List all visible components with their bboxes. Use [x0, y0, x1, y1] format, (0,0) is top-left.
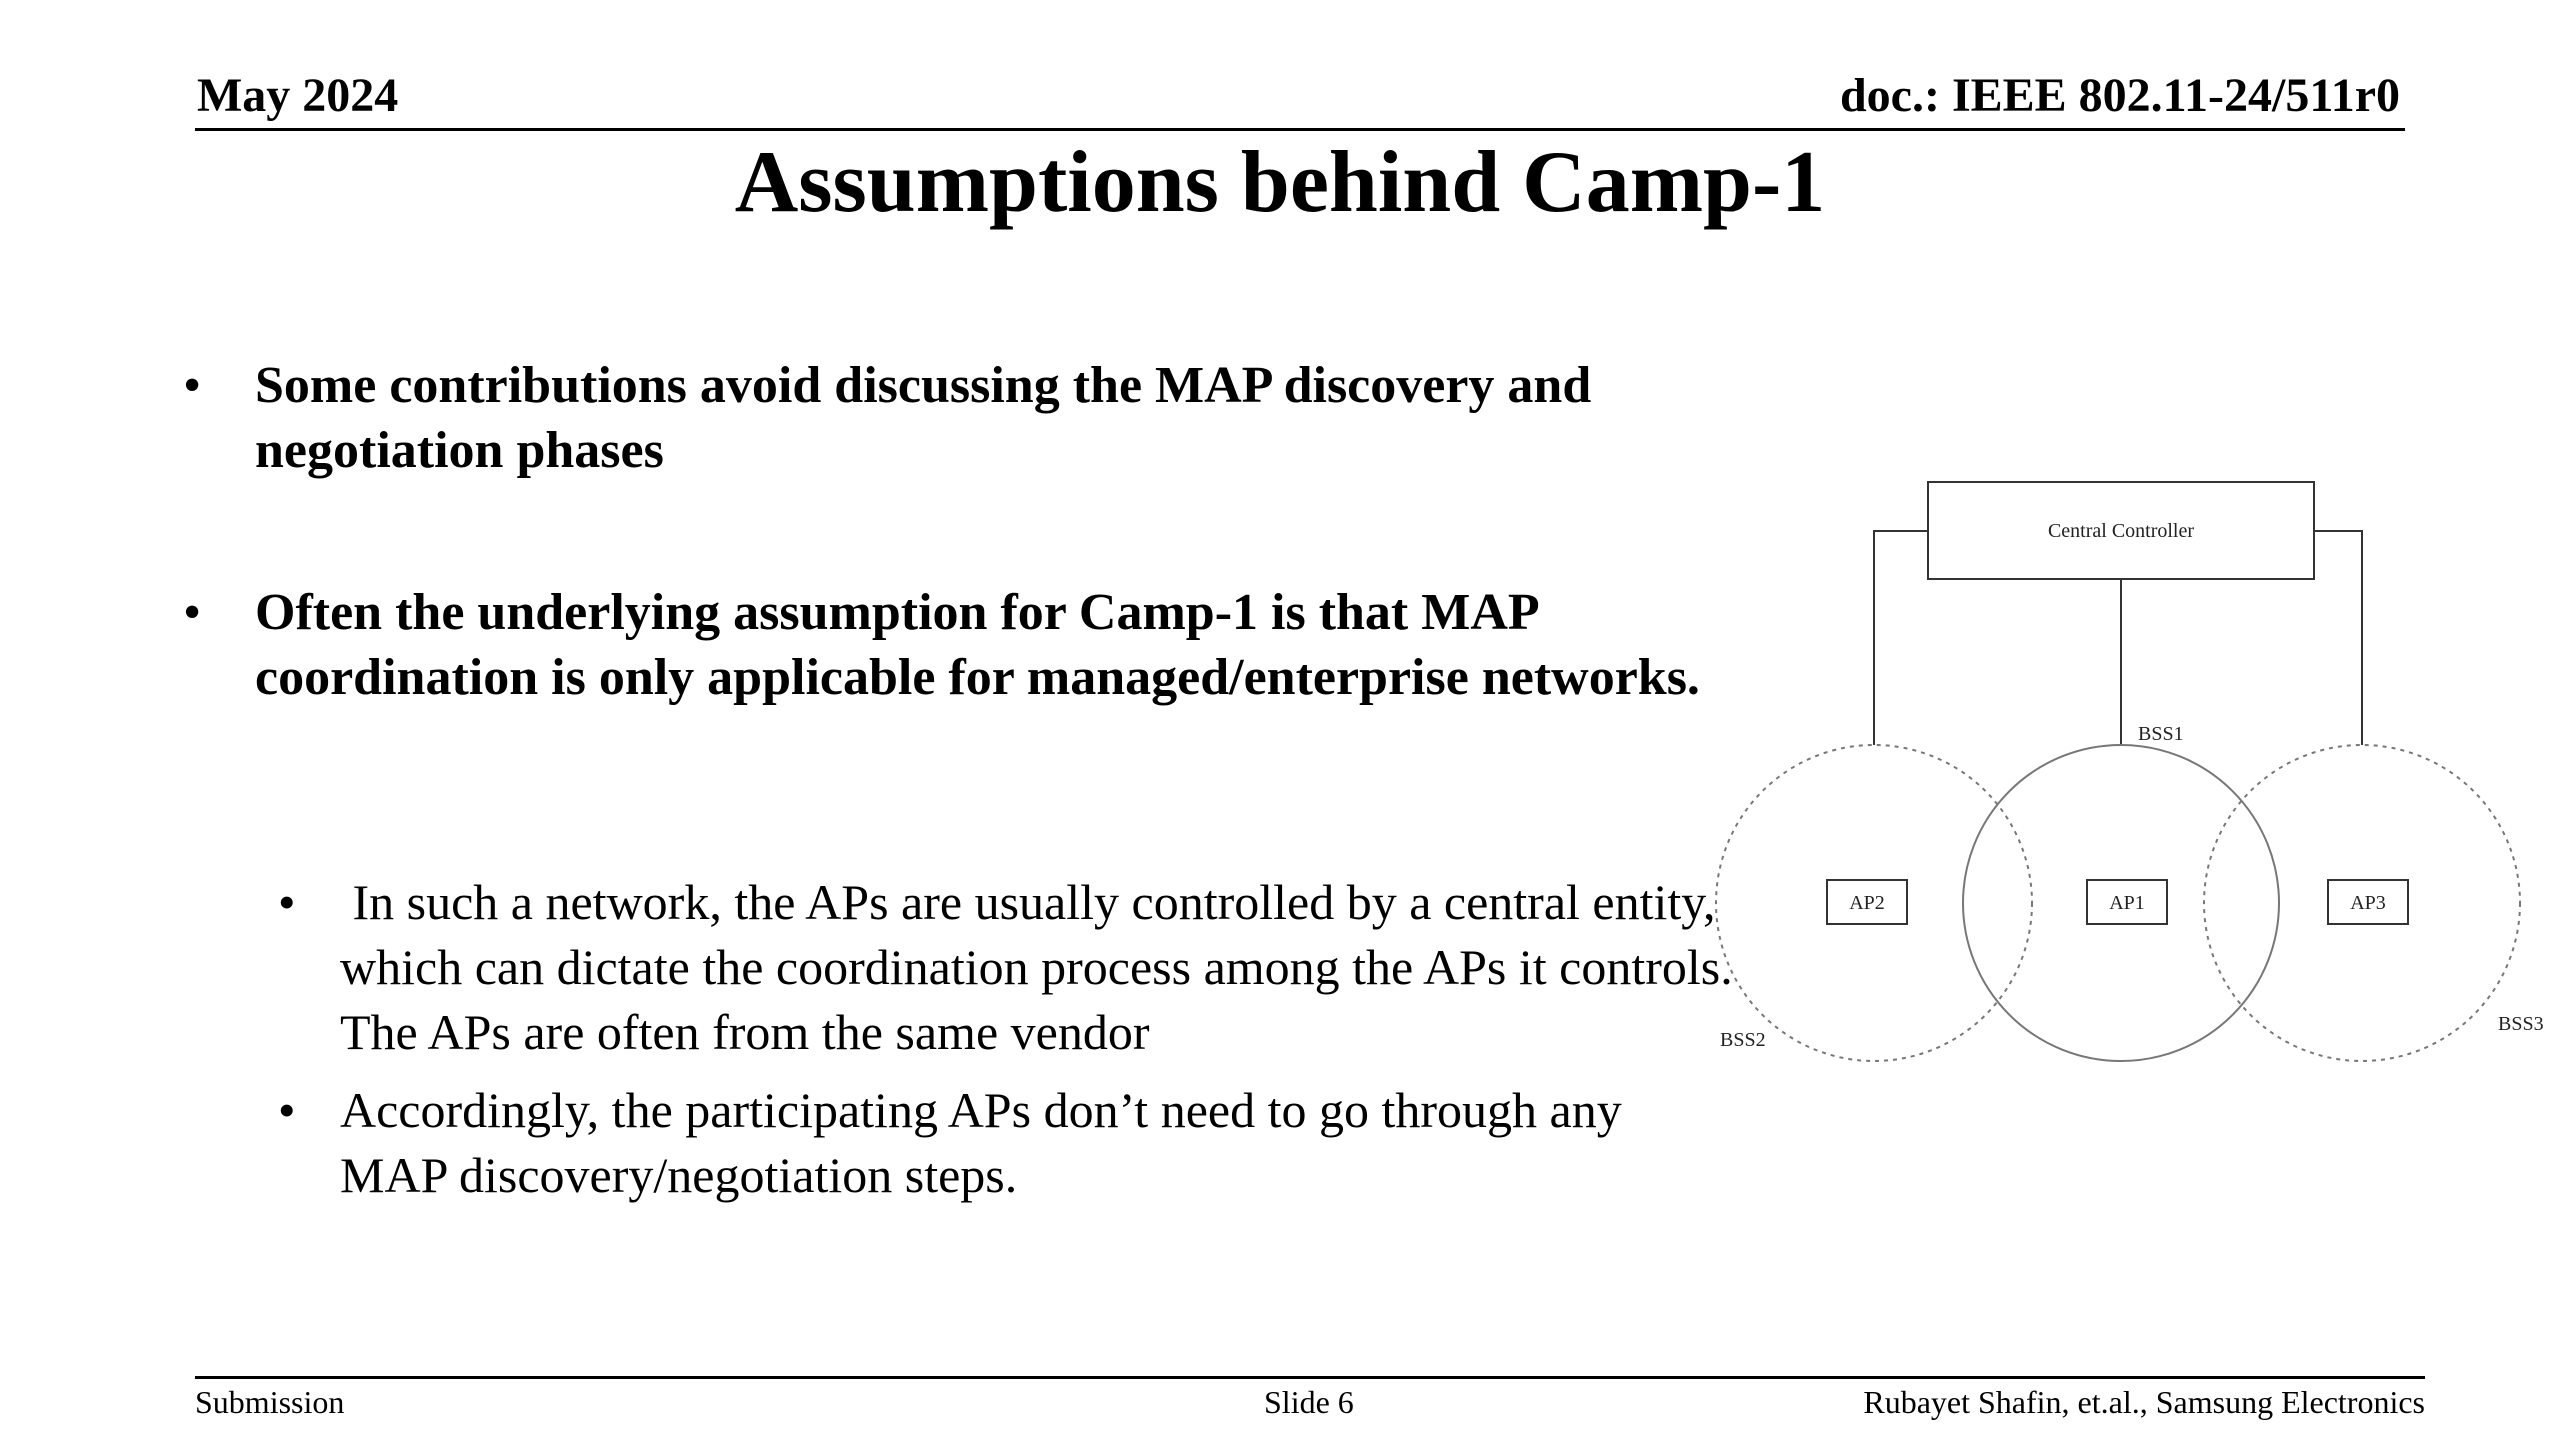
link-to-ap3 [2314, 531, 2362, 745]
bss2-label: BSS2 [1720, 1029, 1766, 1051]
footer-slide-number: Slide 6 [1264, 1384, 1354, 1420]
bullet-1-text: Some contributions avoid discussing the MAP discovery and negotiation phases [255, 357, 1592, 479]
bss1-label: BSS1 [2138, 723, 2184, 745]
header-doc-id: doc.: IEEE 802.11-24/511r0 [1839, 69, 2400, 122]
sub-bullet-1-text: In such a network, the APs are usually controlled by a central entity, which can dictate the coordination process among the APs it controls. The APs are often from the same vendor [340, 874, 1745, 1060]
bullet-2-text: Often the underlying assumption for Camp-1 is that MAP coordination is only applicable for managed/enterprise networks. [255, 584, 1700, 706]
sub-bullet-2-text: Accordingly, the participating APs don’t need to go through any MAP discovery/negotiation steps. [340, 1082, 1622, 1203]
sub-bullet-1-marker: • [278, 874, 296, 930]
footer-submission: Submission [195, 1384, 345, 1420]
central-controller-label: Central Controller [2047, 520, 2195, 542]
bullet-2 [183, 580, 1715, 710]
link-to-ap2 [1874, 531, 1928, 745]
header-divider [195, 128, 2405, 131]
bullet-1-marker: • [183, 357, 202, 414]
sub-bullet-2 [278, 1078, 1740, 1208]
bullet-2-marker: • [183, 584, 202, 641]
sub-bullet-2-marker: • [278, 1082, 296, 1138]
network-diagram [1700, 470, 2560, 1070]
slide-title: Assumptions behind Camp-1 [734, 134, 1826, 231]
header-date: May 2024 [197, 69, 399, 122]
ap3-label: AP3 [2350, 892, 2386, 914]
ap2-label: AP2 [1849, 892, 1885, 914]
footer-divider [195, 1376, 2425, 1379]
bss3-label: BSS3 [2498, 1013, 2544, 1035]
ap1-label: AP1 [2109, 892, 2145, 914]
footer-author: Rubayet Shafin, et.al., Samsung Electronics [1863, 1384, 2425, 1420]
bullet-1 [183, 353, 1715, 483]
